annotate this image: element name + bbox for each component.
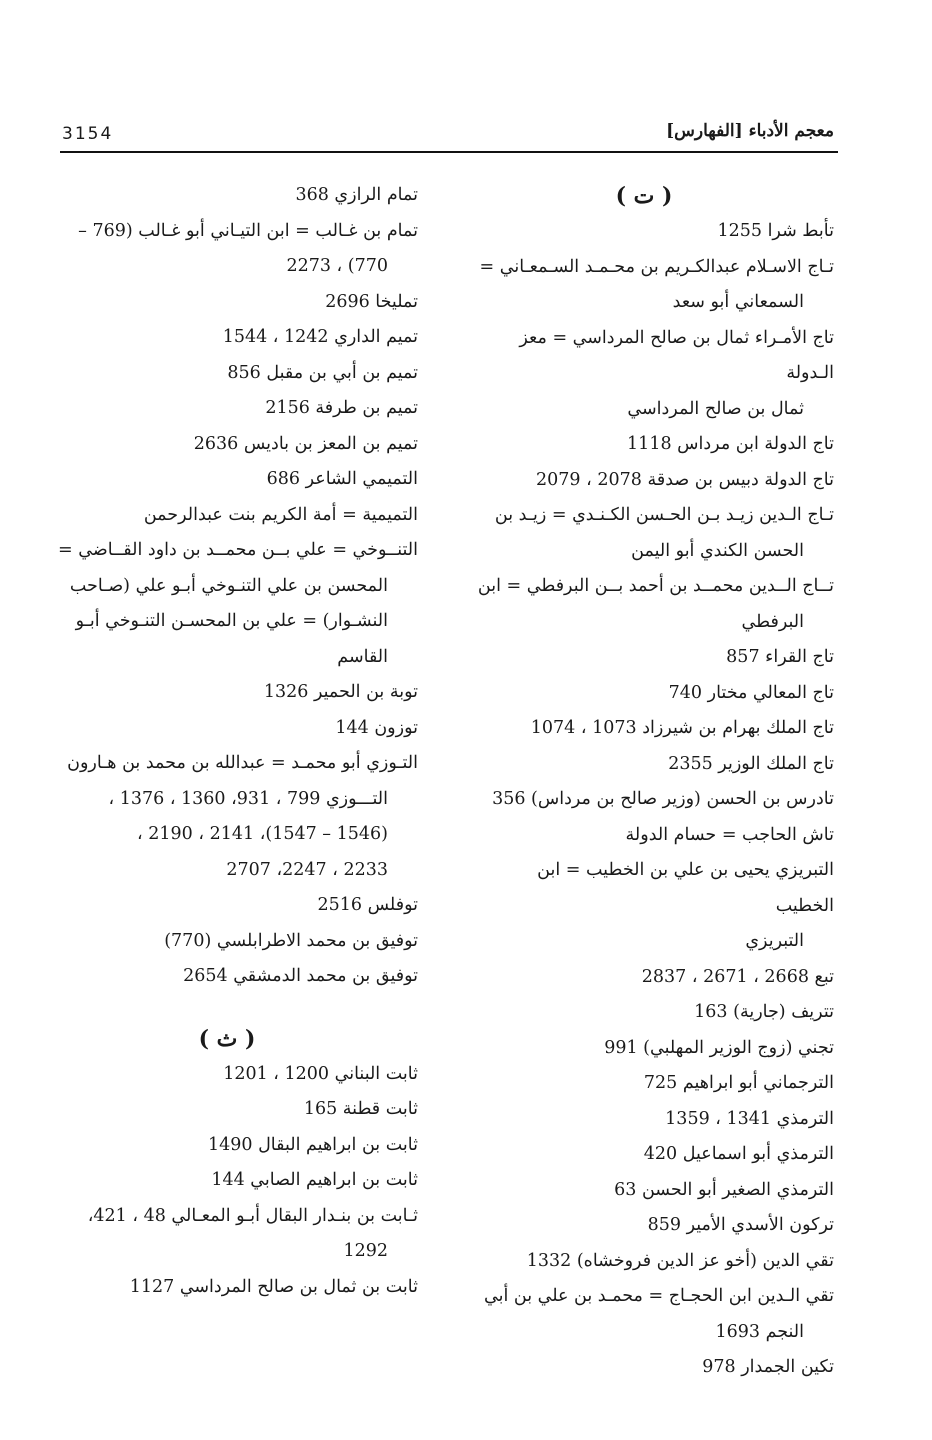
index-entry [474,960,834,996]
section-heading-tha: ( ث ) [198,1025,256,1052]
entry-line: تميم الداري 1242 ، 1544 [222,327,418,347]
index-entry [56,959,418,995]
index-entry [474,498,834,569]
entry-line: تاش الحاجب = حسام الدولة [625,824,834,845]
entry-line: ثابت بن ثمال بن صالح المرداسي 1127 [129,1276,418,1297]
index-entry [474,1066,834,1102]
entry-continuation-line: النجم 1693 [715,1321,804,1342]
page-number: 3154 [62,124,114,144]
entry-continuation-line: البرفطي [741,611,804,632]
entry-line: الترجماني أبو ابراهيم 725 [643,1073,834,1093]
index-entry [56,427,418,463]
running-title: معجم الأدباء [الفهارس] [666,121,834,141]
section-gap [56,995,418,1021]
index-entry [56,320,418,356]
index-entry [474,818,834,854]
index-entry [56,1092,418,1128]
index-entry [56,214,418,285]
entry-continuation-line: 770) ، 2273 [286,256,388,276]
index-entry [474,321,834,428]
entry-line: تاج الملك بهرام بن شيرزاد 1073 ، 1074 [530,718,834,738]
entry-line: تميم بن طرفة 2156 [265,398,418,418]
section-heading-ta: ( ت ) [615,183,673,209]
entry-line: ثابت بن ابراهيم الصابي 144 [211,1170,418,1190]
index-entry [474,214,834,250]
index-entry [474,1102,834,1138]
entry-line: ثابت بن ابراهيم البقال 1490 [207,1134,418,1155]
index-entry [474,1173,834,1209]
index-entry [56,711,418,747]
entry-line: تاج الأمـراء ثمال بن صالح المرداسي = معز الـدولة [519,327,834,383]
entry-continuation-line: النشـوار) = علي بن المحسـن التنـوخي أبـو [75,611,388,631]
entry-line: توبة بن الحمير 1326 [263,682,418,702]
index-entry [474,747,834,783]
index-entry [474,1031,834,1067]
entry-line: تقي الدين (أخو عز الدين فروخشاه) 1332 [526,1250,834,1271]
entry-continuation-line: الحسن الكندي أبو اليمن [631,540,804,561]
entry-continuation-line: (1546 – 1547)، 2141 ، 2190 ، [137,824,388,844]
index-entry [474,1279,834,1350]
entry-line: تاج الملك الوزير 2355 [668,753,834,774]
entry-list-right [474,214,834,1386]
index-entry [474,640,834,676]
entry-list-left-bottom [56,1057,418,1306]
entry-line: تميم بن أبي بن مقبل 856 [227,362,418,383]
index-column-right [474,178,834,1386]
index-entry [56,285,418,321]
entry-line: ثـابت بن بنـدار البقال أبـو المعـالي 48 ، 421، [87,1205,418,1226]
entry-line: تركون الأسدي الأمير 859 [647,1215,834,1235]
entry-line: تأبط شرا 1255 [717,221,834,241]
entry-continuation-line: التبريزي [745,931,804,951]
entry-line: التميمية = أمة الكريم بنت عبدالرحمن [143,504,418,525]
entry-line: توفلس 2516 [317,895,418,915]
index-entry [56,888,418,924]
index-entry [474,569,834,640]
entry-line: تاج الدولة ابن مرداس 1118 [627,434,834,454]
index-entry [56,533,418,675]
entry-line: التـوزي أبو محمـد = عبدالله بن محمد بن هـارون [67,753,418,773]
entry-continuation-line: ثمال بن صالح المرداسي [627,398,804,419]
index-entry [474,676,834,712]
entry-line: تمام بن غـالب = ابن التيـاني أبو غـالب (769 – [78,220,418,241]
entry-line: تاج المعالي مختار 740 [668,682,834,703]
entry-line: توفيق بن محمد الاطرابلسي (770) [164,930,418,951]
index-entry [56,1163,418,1199]
index-entry [474,463,834,499]
index-entry [56,462,418,498]
index-entry [474,711,834,747]
entry-line: تجني (زوج الوزير المهلبي) 991 [604,1037,834,1058]
index-entry [56,1057,418,1093]
index-entry [56,924,418,960]
entry-line: تبع 2668 ، 2671 ، 2837 [641,966,834,987]
entry-continuation-line: 1292 [343,1241,388,1261]
index-column-left [56,178,418,1305]
index-entry [56,1270,418,1306]
index-entry [56,178,418,214]
entry-line: تكين الجمدار 978 [702,1357,834,1377]
entry-line: توفيق بن محمد الدمشقي 2654 [183,966,418,986]
entry-line: تمليخا 2696 [325,291,418,312]
entry-line: تــاج الــدين محمــد بن أحمد بــن البرفطي = ابن [477,576,834,596]
entry-line: تميم بن المعز بن باديس 2636 [193,433,418,454]
entry-line: الترمذي الصغير أبو الحسن 63 [614,1179,834,1200]
entry-line: الترمذي أبو اسماعيل 420 [643,1144,834,1164]
index-entry [56,675,418,711]
entry-line: تـاج الـدين زيـد بـن الحـسن الكـنـدي = زيـد بن [494,505,834,525]
entry-line: ثابت قطنة 165 [303,1099,418,1119]
entry-continuation-line: التـــوزي 799 ، 931، 1360 ، 1376 ، [108,788,388,809]
entry-continuation-line: السمعاني أبو سعد [672,292,804,312]
entry-line: تقي الـدين ابن الحجـاج = محمـد بن علي بن أبي [484,1286,834,1306]
entry-line: توزون 144 [335,717,418,738]
entry-line: التميمي الشاعر 686 [266,469,418,489]
entry-line: تـاج الاسـلام عبدالكـريم بن محـمـد السـمعـاني = [479,256,834,277]
entry-line: التبريزي يحيى بن علي بن الخطيب = ابن الخطيب [537,860,834,916]
entry-line: التنــوخي = علي بــن محمــد بن داود القــاضي = [58,540,418,560]
index-entry [56,498,418,534]
entry-continuation-line: المحسن بن علي التنـوخي أبـو علي (صـاحب [69,575,388,596]
entry-continuation-line: القاسم [337,646,388,667]
entry-list-left-top [56,178,418,995]
index-entry [56,391,418,427]
index-entry [474,853,834,960]
index-entry [474,995,834,1031]
entry-line: تادرس بن الحسن (وزير صالح بن مرداس) 356 [492,789,834,809]
index-entry [474,1137,834,1173]
entry-line: تاج الدولة دبيس بن صدقة 2078 ، 2079 [536,469,834,490]
index-entry [56,1128,418,1164]
index-entry [474,782,834,818]
header-rule [60,151,838,153]
entry-line: الترمذي 1341 ، 1359 [665,1108,834,1129]
entry-line: تاج القراء 857 [726,647,834,667]
index-entry [474,1350,834,1386]
index-entry [56,356,418,392]
index-entry [474,250,834,321]
entry-line: تتريف (جارية) 163 [694,1002,834,1022]
entry-line: ثابت البناني 1200 ، 1201 [223,1063,418,1084]
index-entry [56,1199,418,1270]
index-entry [56,746,418,888]
index-entry [474,1208,834,1244]
entry-continuation-line: 2233 ، 2247، 2707 [226,859,388,880]
index-entry [474,1244,834,1280]
index-entry [474,427,834,463]
entry-line: تمام الرازي 368 [295,185,418,205]
